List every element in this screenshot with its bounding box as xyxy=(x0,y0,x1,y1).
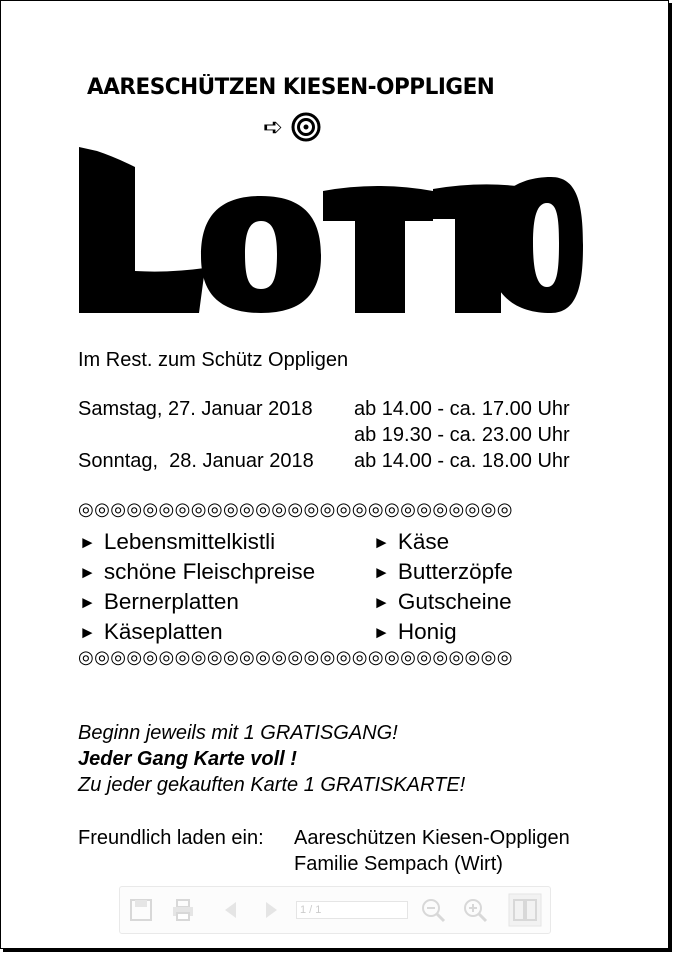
note-free-round: Beginn jeweils mit 1 GRATISGANG! xyxy=(78,722,398,744)
bullet-icon: ► xyxy=(79,593,96,612)
invite-host-2: Familie Sempach (Wirt) xyxy=(294,853,503,875)
schedule-day-1: Samstag, 27. Januar 2018 xyxy=(78,398,313,420)
prize-item: ► Honig xyxy=(373,619,457,644)
prize-item: ► Butterzöpfe xyxy=(373,559,513,584)
bullet-icon: ► xyxy=(79,623,96,642)
prize-item: ► Gutscheine xyxy=(373,589,512,614)
pointer-arrow-icon: ➪ xyxy=(263,113,284,141)
organization-heading: AARESCHÜTZEN KIESEN-OPPLIGEN xyxy=(87,75,495,100)
schedule-time-2: ab 19.30 - ca. 23.00 Uhr xyxy=(354,424,570,446)
pdf-viewer-toolbar xyxy=(119,886,551,934)
bullet-icon: ► xyxy=(79,563,96,582)
bullet-icon: ► xyxy=(373,563,390,582)
reading-mode-icon[interactable] xyxy=(508,893,542,927)
zoom-out-icon[interactable] xyxy=(420,897,446,923)
schedule-day-2: Sonntag, 28. Januar 2018 xyxy=(78,450,314,472)
bullet-icon: ► xyxy=(373,533,390,552)
schedule-time-1: ab 14.00 - ca. 17.00 Uhr xyxy=(354,398,570,420)
prize-item: ► Käseplatten xyxy=(79,619,223,644)
note-full-card: Jeder Gang Karte voll ! xyxy=(78,748,297,770)
prize-item: ► Käse xyxy=(373,529,450,554)
target-icon xyxy=(291,112,321,142)
zoom-in-icon[interactable] xyxy=(462,897,488,923)
note-free-card: Zu jeder gekauften Karte 1 GRATISKARTE! xyxy=(78,774,466,796)
ring-divider-top: ◎◎◎◎◎◎◎◎◎◎◎◎◎◎◎◎◎◎◎◎◎◎◎◎◎◎◎ xyxy=(78,499,513,519)
previous-page-icon[interactable] xyxy=(218,897,244,923)
invite-host-1: Aareschützen Kiesen-Oppligen xyxy=(294,827,570,849)
lotto-title xyxy=(77,141,587,316)
prize-item: ► Bernerplatten xyxy=(79,589,239,614)
page-number-field[interactable]: 1 / 1 xyxy=(296,901,408,919)
schedule-time-3: ab 14.00 - ca. 18.00 Uhr xyxy=(354,450,570,472)
ring-divider-bottom: ◎◎◎◎◎◎◎◎◎◎◎◎◎◎◎◎◎◎◎◎◎◎◎◎◎◎◎ xyxy=(78,647,513,667)
bullet-icon: ► xyxy=(373,623,390,642)
save-icon[interactable] xyxy=(128,897,154,923)
invite-label: Freundlich laden ein: xyxy=(78,827,264,849)
bullet-icon: ► xyxy=(79,533,96,552)
bullet-icon: ► xyxy=(373,593,390,612)
prize-item: ► schöne Fleischpreise xyxy=(79,559,316,584)
prize-item: ► Lebensmittelkistli xyxy=(79,529,276,554)
next-page-icon[interactable] xyxy=(258,897,284,923)
venue-text: Im Rest. zum Schütz Oppligen xyxy=(78,349,349,371)
print-icon[interactable] xyxy=(170,897,196,923)
